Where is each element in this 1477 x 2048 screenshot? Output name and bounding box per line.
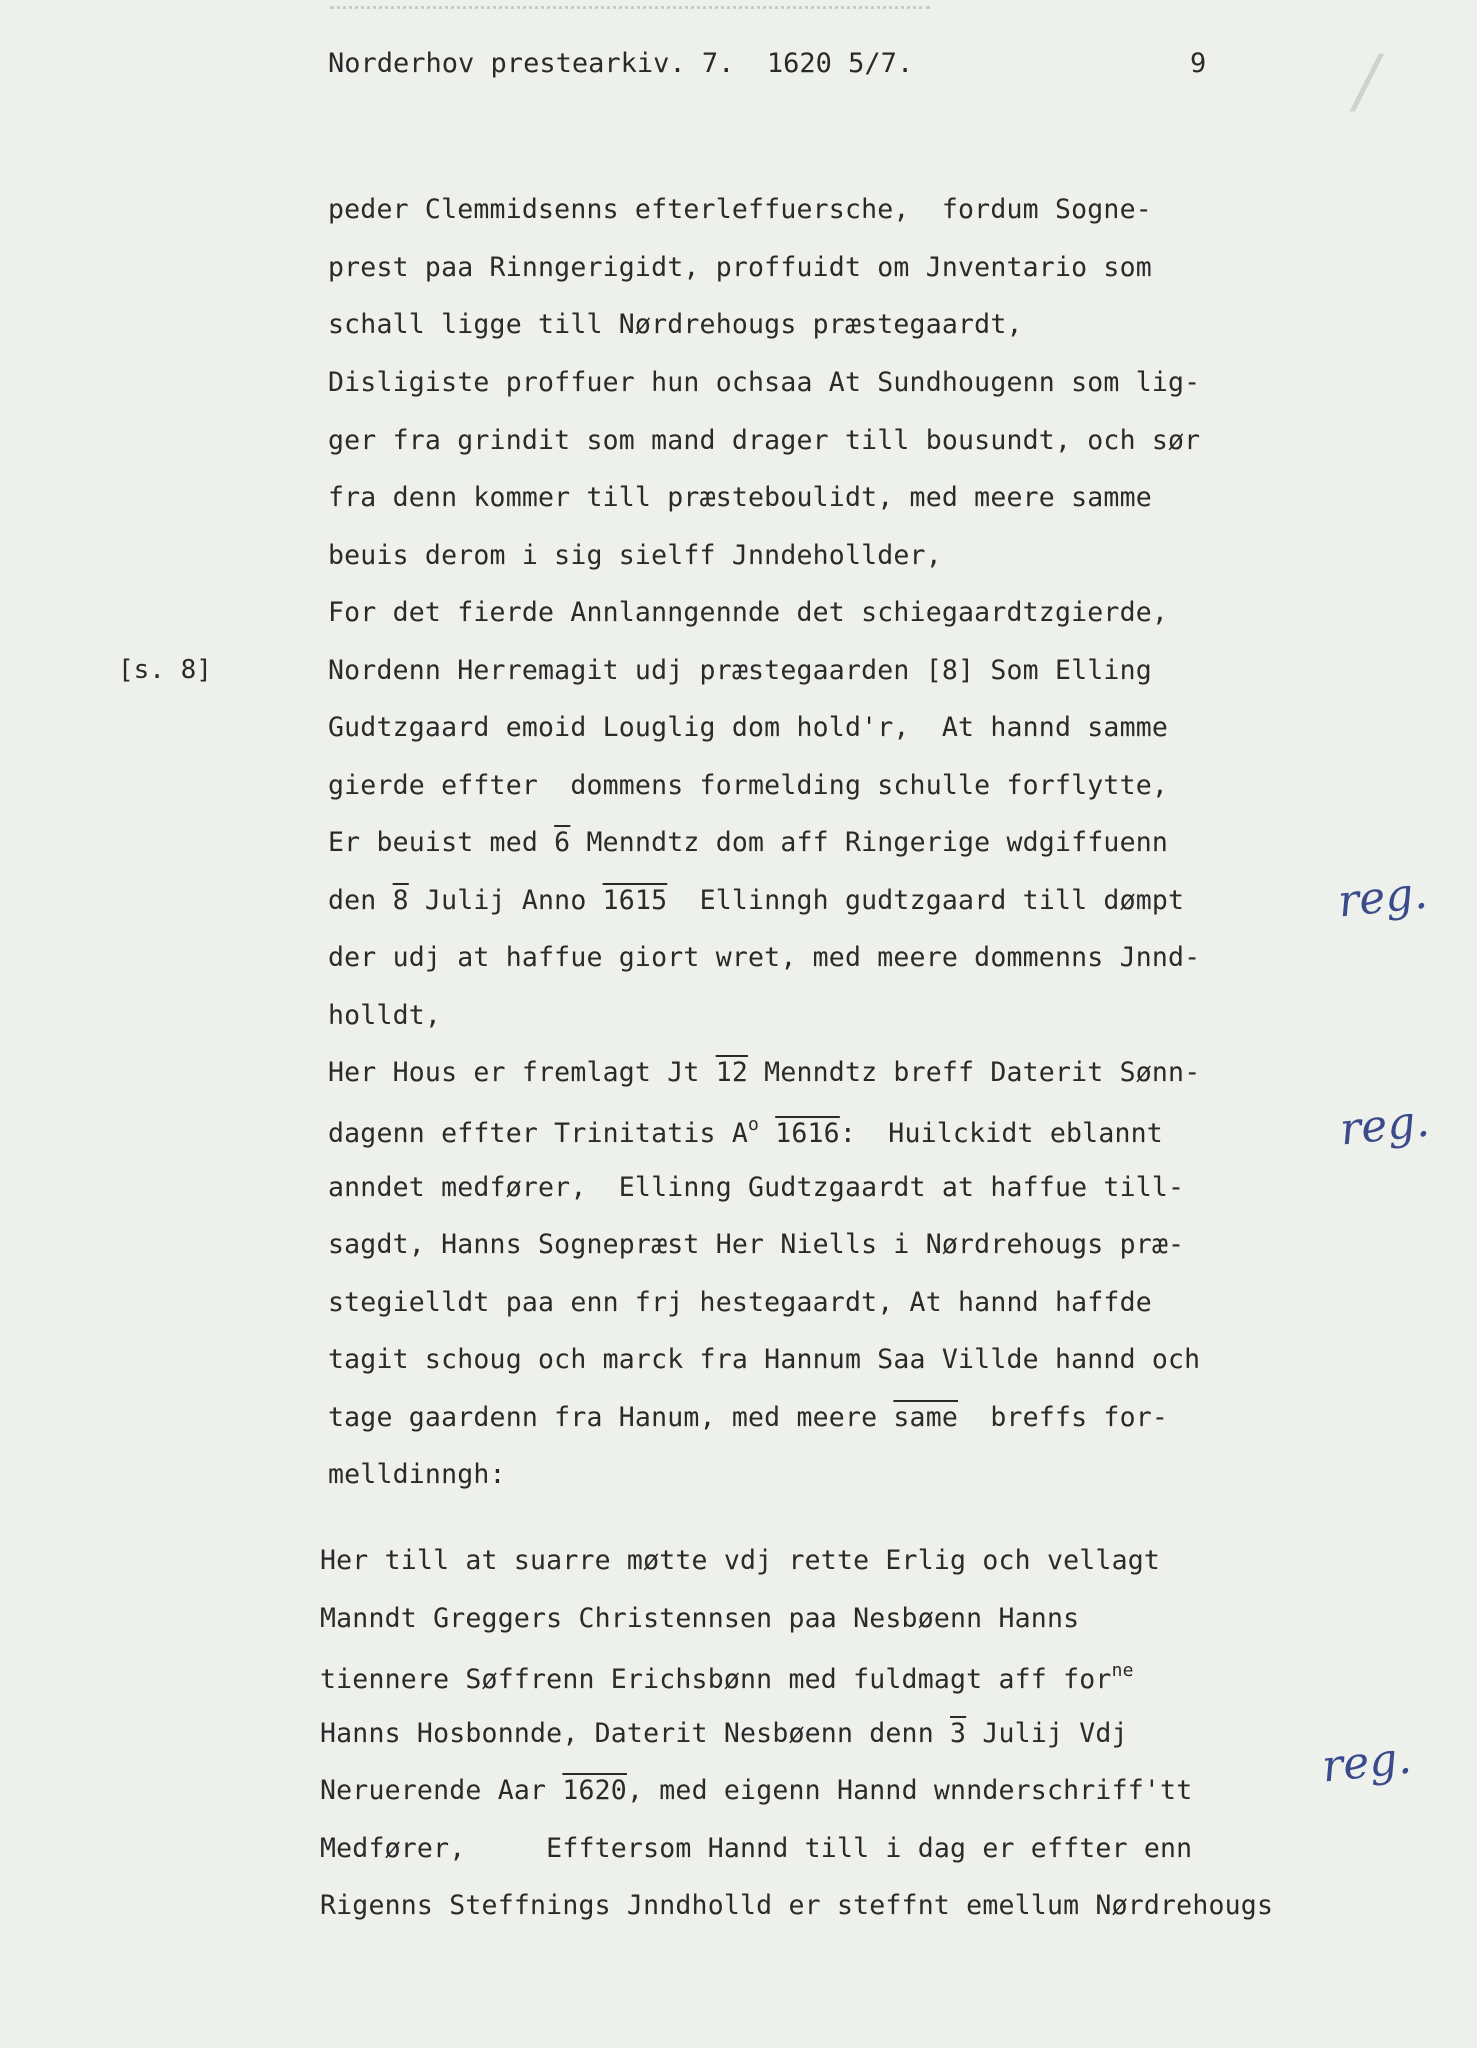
text-run: Disligiste proffuer hun ochsaa At Sundhougenn som lig- bbox=[328, 367, 1201, 398]
text-run: , med eigenn Hannd wnnderschriff'tt bbox=[626, 1775, 1193, 1806]
text-run bbox=[759, 1118, 775, 1149]
text-line bbox=[320, 1660, 1134, 1695]
text-run: ger fra grindit som mand drager till bousundt, och sør bbox=[328, 425, 1201, 456]
text-run: den bbox=[328, 885, 393, 916]
text-line bbox=[320, 1775, 1192, 1806]
text-line bbox=[320, 1545, 1160, 1576]
superscript: ne bbox=[1111, 1660, 1134, 1681]
text-run: Menndtz breff Daterit Sønn- bbox=[748, 1057, 1201, 1088]
text-line bbox=[320, 1718, 1128, 1749]
text-line bbox=[328, 1459, 506, 1490]
text-run: Er beuist med bbox=[328, 827, 555, 858]
text-run: melldinngh: bbox=[328, 1459, 506, 1490]
text-line bbox=[328, 827, 1168, 858]
text-run: Her till at suarre møtte vdj rette Erlig och vellagt bbox=[320, 1545, 1161, 1576]
text-run: prest paa Rinngerigidt, proffuidt om Jnventario som bbox=[328, 252, 1152, 283]
text-line bbox=[328, 1057, 1200, 1088]
text-run: Rigenns Steffnings Jnndholld er steffnt emellum Nørdrehougs bbox=[320, 1890, 1274, 1921]
margin-page-reference: [s. 8] bbox=[118, 655, 212, 685]
overlined-text: 3 bbox=[950, 1718, 967, 1749]
text-line bbox=[328, 540, 942, 571]
bleed-through-mark bbox=[330, 6, 930, 19]
text-run: peder Clemmidsenns efterleffuersche, fordum Sogne- bbox=[328, 194, 1152, 225]
text-line bbox=[328, 655, 1152, 686]
text-run: sagdt, Hanns Sognepræst Her Niells i Nørdrehougs præ- bbox=[328, 1229, 1185, 1260]
overlined-text: 1616 bbox=[775, 1118, 840, 1149]
text-line bbox=[328, 1114, 1163, 1149]
text-line bbox=[320, 1890, 1273, 1921]
text-line bbox=[328, 1287, 1152, 1318]
text-run: breffs for- bbox=[958, 1402, 1169, 1433]
text-run: Menndtz dom aff Ringerige wdgiffuenn bbox=[570, 827, 1169, 858]
overlined-text: 6 bbox=[554, 827, 571, 858]
overlined-text: same bbox=[893, 1402, 959, 1433]
text-line bbox=[328, 1402, 1168, 1433]
text-run: anndet medfører, Ellinng Gudtzgaardt at haffue till- bbox=[328, 1172, 1185, 1203]
text-run: dagenn effter Trinitatis A bbox=[328, 1118, 749, 1149]
text-run: For det fierde Annlanngennde det schiegaardtzgierde, bbox=[328, 597, 1169, 628]
page-header: Norderhov prestearkiv. 7. 1620 5/7. bbox=[328, 48, 914, 79]
text-line bbox=[328, 425, 1200, 456]
text-line bbox=[328, 770, 1168, 801]
text-line bbox=[320, 1603, 1079, 1634]
text-line bbox=[328, 1000, 441, 1031]
text-run: holldt, bbox=[328, 1000, 442, 1031]
text-line bbox=[328, 1344, 1200, 1375]
text-run: Neruerende Aar bbox=[320, 1775, 563, 1806]
text-run: : Huilckidt eblannt bbox=[839, 1118, 1163, 1149]
overlined-text: 1620 bbox=[562, 1775, 627, 1806]
text-run: Medfører, Efftersom Hannd till i dag er effter enn bbox=[320, 1833, 1193, 1864]
text-run: fra denn kommer till præsteboulidt, med meere samme bbox=[328, 482, 1152, 513]
text-line bbox=[328, 252, 1152, 283]
handwritten-annotation: reg. bbox=[1319, 1732, 1414, 1793]
text-run: Julij Vdj bbox=[966, 1718, 1128, 1749]
text-run: Gudtzgaard emoid Louglig dom hold'r, At hannd samme bbox=[328, 712, 1169, 743]
text-run: tiennere Søffrenn Erichsbønn med fuldmagt aff for bbox=[320, 1664, 1112, 1695]
handwritten-annotation: reg. bbox=[1335, 867, 1430, 928]
text-line bbox=[328, 367, 1200, 398]
text-run: gierde effter dommens formelding schulle forflytte, bbox=[328, 770, 1169, 801]
page-number: 9 bbox=[1190, 48, 1207, 79]
text-line bbox=[328, 712, 1168, 743]
text-line bbox=[328, 597, 1168, 628]
overlined-text: 1615 bbox=[602, 885, 668, 916]
text-run: stegielldt paa enn frj hestegaardt, At hannd haffde bbox=[328, 1287, 1152, 1318]
text-line bbox=[328, 1172, 1184, 1203]
text-run: tagit schoug och marck fra Hannum Saa Villde hannd och bbox=[328, 1344, 1201, 1375]
faint-pencil-mark: / bbox=[1355, 40, 1379, 122]
text-line bbox=[328, 885, 1184, 916]
text-line bbox=[328, 194, 1152, 225]
overlined-text: 12 bbox=[715, 1057, 749, 1088]
text-run: Manndt Greggers Christennsen paa Nesbøenn Hanns bbox=[320, 1603, 1080, 1634]
text-line bbox=[328, 309, 1023, 340]
text-run: Her Hous er fremlagt Jt bbox=[328, 1057, 716, 1088]
text-run: tage gaardenn fra Hanum, med meere bbox=[328, 1402, 894, 1433]
superscript: o bbox=[748, 1114, 760, 1135]
text-run: beuis derom i sig sielff Jnndehollder, bbox=[328, 540, 942, 571]
text-line bbox=[328, 942, 1200, 973]
text-line bbox=[328, 1229, 1184, 1260]
text-line bbox=[328, 482, 1152, 513]
text-run: der udj at haffue giort wret, med meere dommenns Jnnd- bbox=[328, 942, 1201, 973]
text-run: Ellinngh gudtzgaard till dømpt bbox=[667, 885, 1185, 916]
text-run: Julij Anno bbox=[408, 885, 603, 916]
handwritten-annotation: reg. bbox=[1337, 1095, 1432, 1156]
text-run: schall ligge till Nørdrehougs præstegaardt, bbox=[328, 309, 1023, 340]
overlined-text: 8 bbox=[392, 885, 409, 916]
text-line bbox=[320, 1833, 1192, 1864]
text-run: Nordenn Herremagit udj præstegaarden [8] Som Elling bbox=[328, 655, 1152, 686]
text-run: Hanns Hosbonnde, Daterit Nesbøenn denn bbox=[320, 1718, 951, 1749]
